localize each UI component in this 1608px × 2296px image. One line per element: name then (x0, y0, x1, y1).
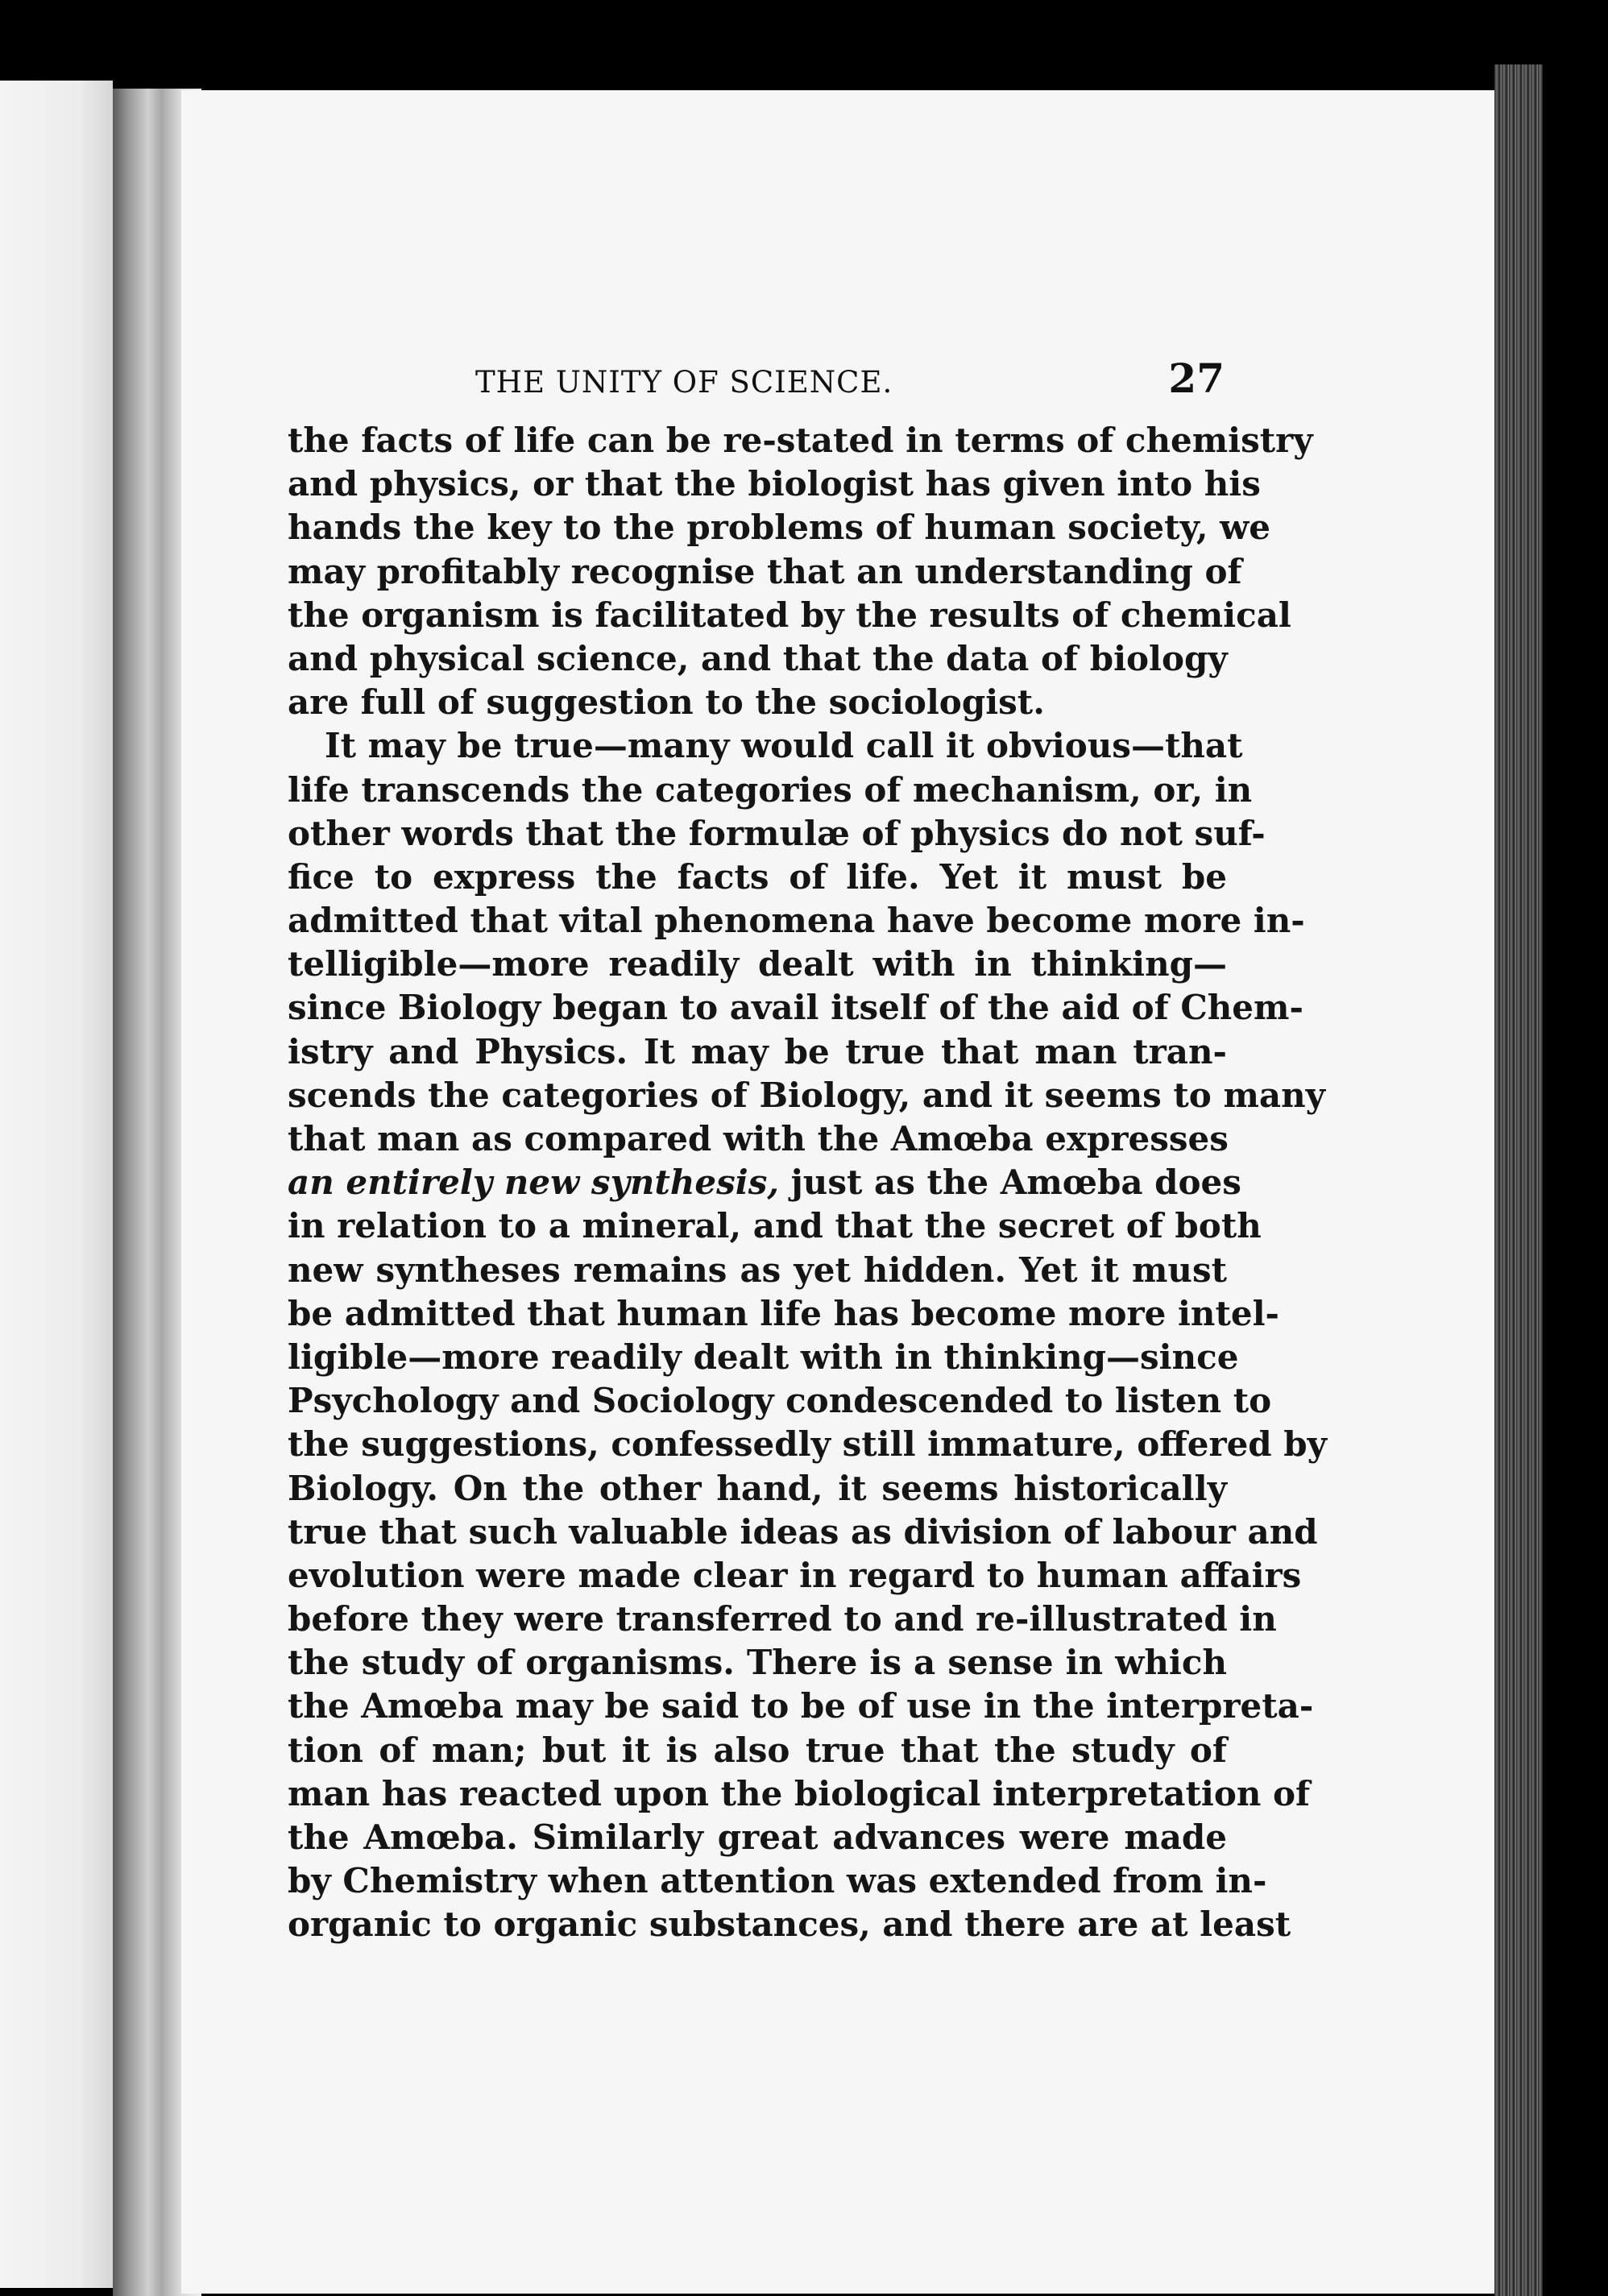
running-head (475, 354, 1225, 402)
text-line: before they were transferred to and re-illustrated in (288, 1599, 1277, 1639)
text-line: istry and Physics. It may be true that man tran- (288, 1031, 1227, 1071)
text-line: the Amœba. Similarly great advances were made (288, 1817, 1227, 1857)
text-line: ligible—more readily dealt with in thinking—since (288, 1337, 1239, 1377)
text-line: and physical science, and that the data of biology (288, 638, 1228, 678)
text-line-with-italic (288, 1161, 1241, 1204)
page-number: 27 (1168, 354, 1225, 402)
left-page-edge (0, 81, 113, 2288)
text-line: evolution were made clear in regard to human affairs (288, 1555, 1302, 1595)
text-line: may profitably recognise that an understanding of (288, 551, 1242, 591)
text-line: and physics, or that the biologist has given into his (288, 464, 1261, 504)
running-title: THE UNITY OF SCIENCE. (475, 365, 893, 400)
text-line: the suggestions, confessedly still immature, offered by (288, 1424, 1328, 1465)
text-line: man has reacted upon the biological interpretation of (288, 1773, 1311, 1813)
text-line: other words that the formulæ of physics do not suf- (288, 813, 1266, 853)
text-line: organic to organic substances, and there are at least (288, 1904, 1291, 1945)
text-line: the Amœba may be said to be of use in the interpreta- (288, 1686, 1314, 1726)
text-line: Biology. On the other hand, it seems historically (288, 1468, 1227, 1508)
text-line: the study of organisms. There is a sense in which (288, 1643, 1227, 1683)
text-line: hands the key to the problems of human society, we (288, 508, 1271, 548)
text-line: in relation to a mineral, and that the secret of both (288, 1206, 1262, 1246)
text-line: the facts of life can be re-stated in terms of chemistry (288, 421, 1313, 460)
body-text (288, 419, 1328, 1947)
text-line: new syntheses remains as yet hidden. Yet it must (288, 1250, 1227, 1290)
text-line: true that such valuable ideas as division of labour and (288, 1511, 1318, 1552)
page-stack-edge (1494, 64, 1543, 2296)
text-line: Psychology and Sociology condescended to listen to (288, 1381, 1272, 1421)
text-line: scends the categories of Biology, and it seems to many (288, 1075, 1326, 1115)
text-line: the organism is facilitated by the results of chemical (288, 595, 1291, 635)
text-line: be admitted that human life has become more intel- (288, 1293, 1279, 1333)
text-line: admitted that vital phenomena have become more in- (288, 901, 1305, 941)
text-line: by Chemistry when attention was extended from in- (288, 1861, 1267, 1901)
italic-phrase: an entirely new synthesis, (288, 1163, 779, 1203)
text-line: tion of man; but it is also true that the study of (288, 1730, 1227, 1770)
text-line: fice to express the facts of life. Yet it must be (288, 856, 1227, 897)
text-line: are full of suggestion to the sociologist. (288, 682, 1045, 723)
paragraph-start-line: It may be true—many would call it obvious—that (325, 726, 1243, 766)
text-line: since Biology began to avail itself of the aid of Chem- (288, 988, 1303, 1028)
text-line: telligible—more readily dealt with in thinking— (288, 944, 1227, 984)
text-line: life transcends the categories of mechanism, or, in (288, 769, 1253, 810)
text-line: that man as compared with the Amœba expresses (288, 1119, 1229, 1158)
text-fragment: just as the Amœba does (778, 1163, 1241, 1203)
